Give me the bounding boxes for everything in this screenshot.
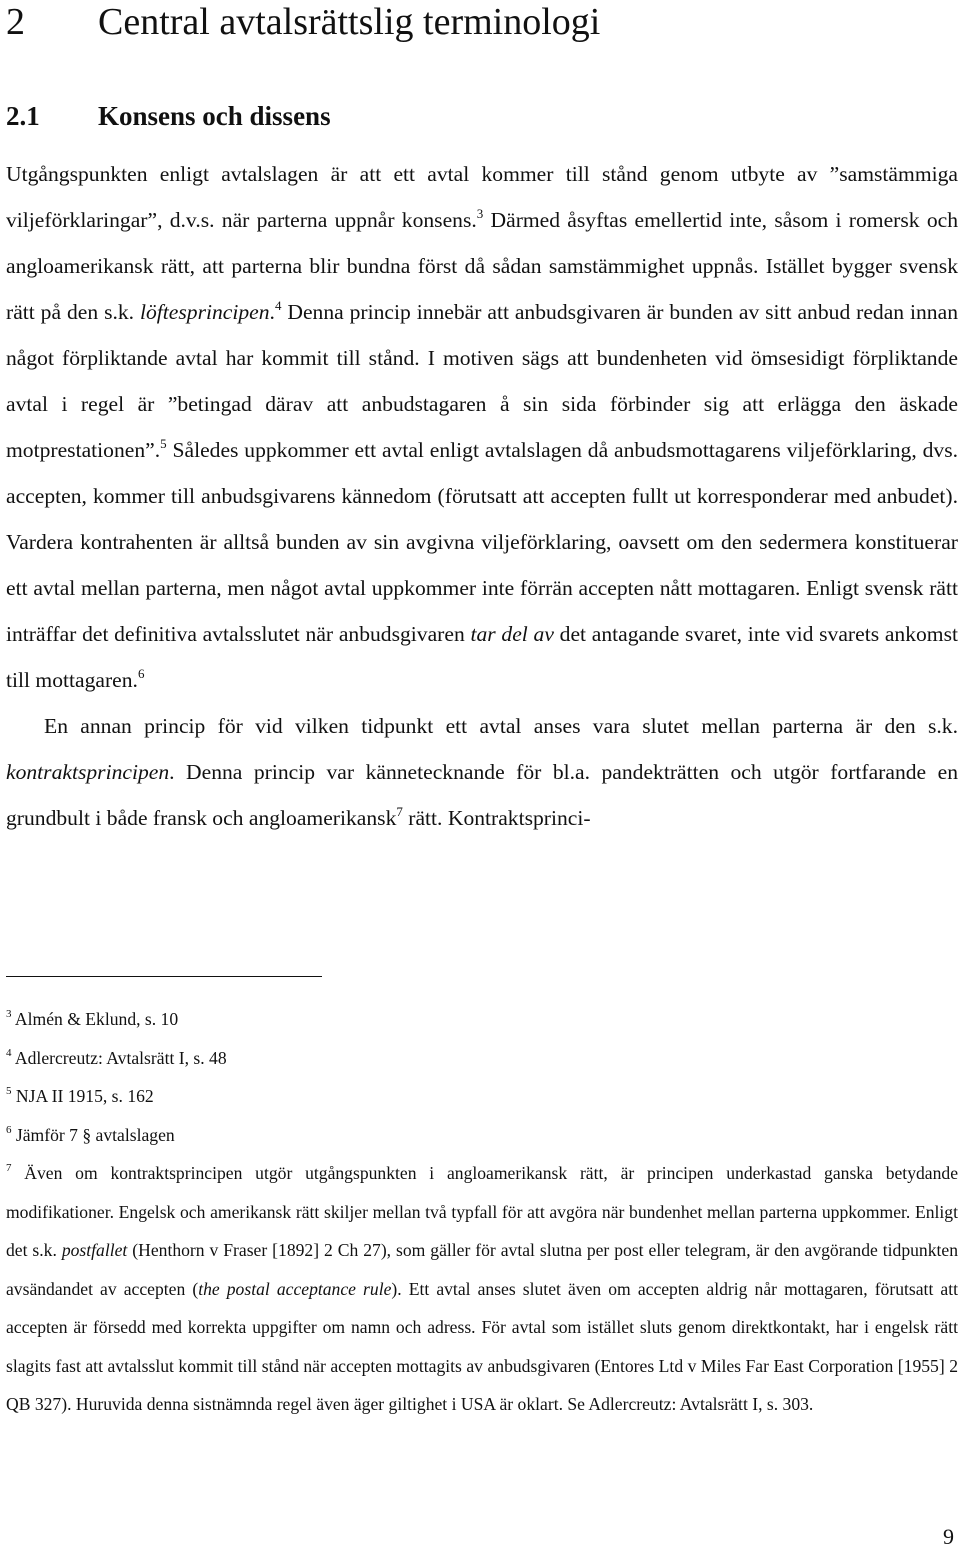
footnote-ref-6: 6 [137, 666, 145, 681]
paragraph-2 [6, 703, 958, 841]
term-postal-acceptance-rule: the postal acceptance rule [198, 1278, 392, 1299]
chapter-title: Central avtalsrättslig terminologi [98, 1, 601, 43]
footnote-ref-7: 7 [396, 804, 403, 819]
text-run: . [269, 300, 275, 324]
footnote-7 [6, 1154, 958, 1424]
footnote-number: 5 [6, 1085, 12, 1097]
chapter-number: 2 [6, 1, 25, 43]
footnote-ref-3: 3 [476, 206, 484, 221]
footnote [6, 1039, 958, 1078]
text-run: En annan princip för vid vilken tidpunkt ett avtal anses vara slutet mellan parterna är den s.k. [44, 714, 958, 738]
footnote-text: (Henthorn v Fraser [1892] 2 Ch 27), som gäller för avtal slutna per post eller telegram, är den avgörande tidpunkten avsändandet av accepten ( [6, 1240, 958, 1299]
footnote-ref-5: 5 [160, 436, 167, 451]
document-page [6, 0, 958, 1552]
footnote-ref-4: 4 [274, 298, 282, 313]
term-postfallet: postfallet [61, 1240, 128, 1260]
footnote [6, 1077, 958, 1116]
footnote-text: Även om kontraktsprincipen utgör utgångspunkten i angloamerikansk rätt, är principen underkastad ganska betydande modifikationer. Engelsk och amerikansk rätt skiljer mellan två typfall för att avgöra när bundenhet mellan parterna uppkommer. Enligt det s.k. [6, 1163, 958, 1260]
footnote [6, 1116, 958, 1155]
footnote-text: Jämför 7 § avtalslagen [11, 1124, 175, 1145]
footnote-text: Adlercreutz: Avtalsrätt I, s. 48 [11, 1047, 227, 1068]
text-run: Således uppkommer ett avtal enligt avtalslagen då anbudsmottagarens viljeförklaring, dvs. accepten, kommer till anbudsgivarens kännedom (förutsatt att accepten fullt ut korresponderar med anbudet). Vardera kontrahenten är alltså bunden av sin avgivna viljeförklaring, oavsett om den sedermera konstituerar ett avtal mellan parterna, men något avtal uppkommer inte förrän accepten nått mottagaren. Enligt svensk rätt inträffar det definitiva avtalsslutet när anbudsgivaren [6, 438, 958, 646]
footnote-separator [6, 976, 322, 977]
footnote-number: 7 [6, 1162, 12, 1174]
text-run: rätt. Kontraktsprinci- [402, 806, 591, 830]
body-text [6, 151, 958, 841]
footnote-number: 4 [6, 1046, 12, 1059]
section-heading [6, 98, 331, 134]
footnote-text: NJA II 1915, s. 162 [11, 1086, 154, 1106]
footnote-number: 3 [6, 1008, 12, 1020]
footnote [6, 1000, 958, 1039]
section-title: Konsens och dissens [98, 101, 331, 131]
footnote-text: Almén & Eklund, s. 10 [11, 1009, 179, 1029]
text-run: Därmed åsyftas emellertid inte, såsom i romersk och angloamerikansk rätt, att parterna blir bundna först då sådan samstämmighet uppnås. Istället bygger svensk rätt på den s.k. [6, 208, 958, 324]
text-run: . Denna princip var kännetecknande för bl.a. pandekträtten och utgör fortfarande en grundbult i både fransk och angloamerikansk [6, 760, 958, 830]
paragraph-1 [6, 151, 958, 703]
section-number: 2.1 [6, 101, 40, 131]
chapter-heading [6, 0, 600, 44]
text-run: Denna princip innebär att anbudsgivaren är bunden av sitt anbud redan innan något förpliktande avtal har kommit till stånd. I motiven sägs att bundenheten vid ömsesidigt förpliktande avtal i regel är ”betingad därav att anbudstagaren å sin sida förbinder sig att erlägga den äskade motprestationen”. [6, 300, 958, 462]
footnote-number: 6 [6, 1123, 12, 1136]
term-kontraktsprincipen: kontraktsprincipen [6, 760, 170, 784]
footnotes [6, 1000, 958, 1424]
text-run: det antagande svaret, inte vid svarets ankomst till mottagaren. [6, 622, 958, 692]
page-number: 9 [943, 1524, 954, 1549]
term-loftesprincipen: löftesprincipen [139, 300, 270, 324]
text-run: Utgångspunkten enligt avtalslagen är att ett avtal kommer till stånd genom utbyte av ”samstämmiga viljeförklaringar”, d.v.s. när parterna uppnår konsens. [6, 162, 958, 232]
term-tar-del-av: tar del av [470, 622, 554, 646]
footnote-text: ). Ett avtal anses slutet även om accepten aldrig når mottagaren, förutsatt att accepten är försedd med korrekta uppgifter om namn och adress. För avtal som istället sluts genom direktkontakt, har i engelsk rätt slagits fast att avtalsslut kommit till stånd när accepten mottagits av anbudsgivaren (Entores Ltd v Miles Far East Corporation [1955] 2 QB 327). Huruvida denna sistnämnda regel även äger giltighet i USA är oklart. Se Adlercreutz: Avtalsrätt I, s. 303. [6, 1278, 958, 1414]
